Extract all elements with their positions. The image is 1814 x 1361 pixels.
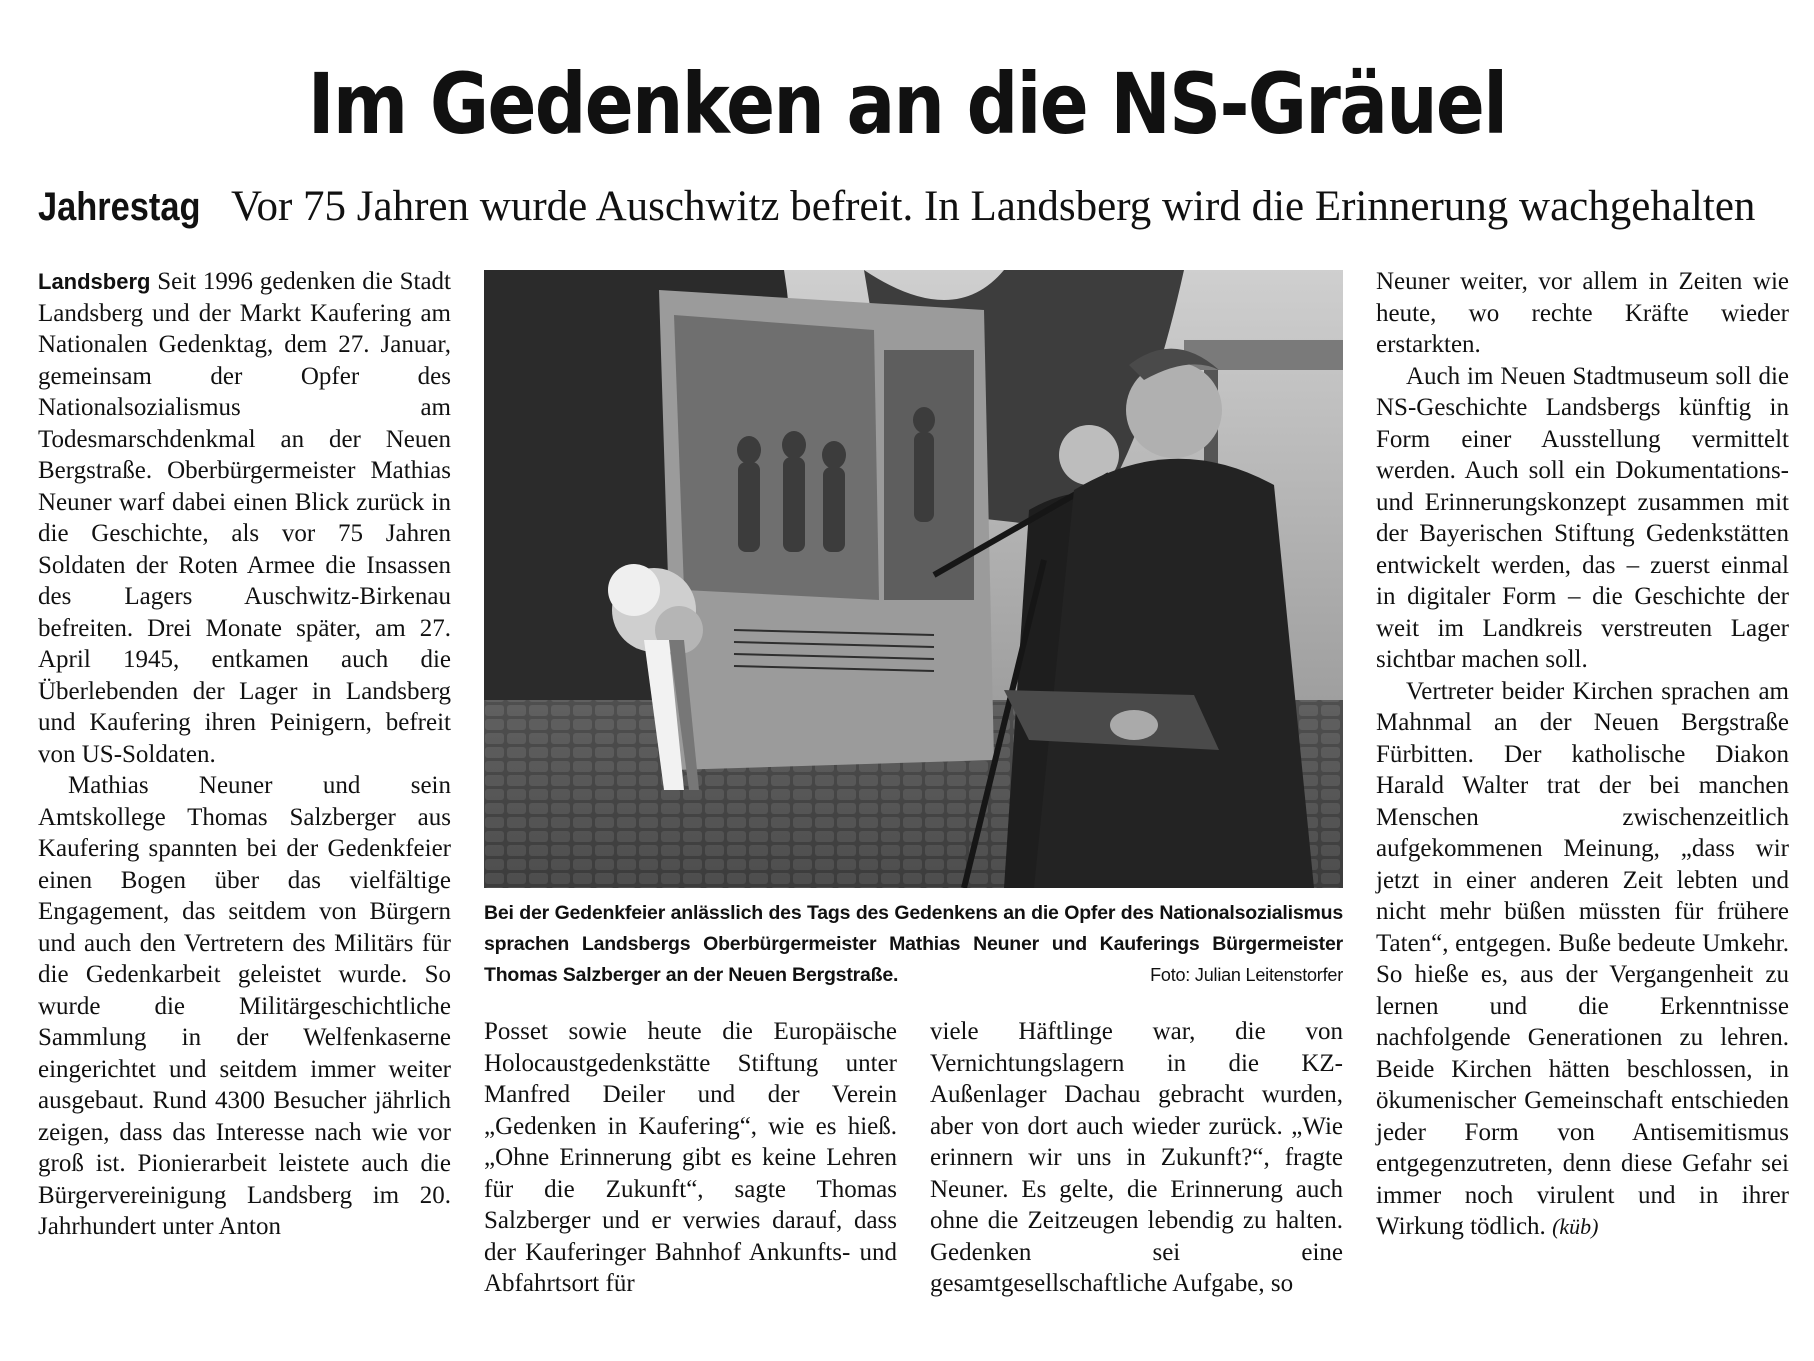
- photo-illustration: [484, 270, 1343, 888]
- column-4: [1376, 266, 1789, 1243]
- photo-credit: Foto: Julian Leitenstorfer: [1150, 965, 1343, 985]
- paragraph: [38, 266, 451, 770]
- subheadline: Vor 75 Jahren wurde Auschwitz befreit. In Landsberg wird die Erinnerung wachgehalten: [230, 183, 1756, 230]
- caption-text: Bei der Gedenkfeier anlässlich des Tags des Gedenkens an die Opfer des Nationalsozialismus sprachen Landsbergs Oberbürgermeister Mathias Neuner und Kauferings Bürgermeister Thomas Salzberger an der Neuen Bergstraße.: [484, 902, 1343, 986]
- column-3: [930, 1016, 1343, 1300]
- photo-caption: [484, 898, 1343, 991]
- memorial-stone: [659, 290, 994, 770]
- subheadline-row: [38, 185, 1798, 228]
- headline: Im Gedenken an die NS-Gräuel: [307, 55, 1507, 153]
- paragraph: Neuner weiter, vor allem in Zeiten wie heute, wo rechte Kräfte wieder erstarkten.: [1376, 268, 1789, 358]
- paragraph-text: Vertreter beider Kirchen sprachen am Mahnmal an der Neuen Bergstraße Fürbitten. Der katholische Diakon Harald Walter trat der bei manchen Menschen zwischenzeitlich aufgekommenen Meinung, „dass wir jetzt in einer anderen Zeit lebten und nicht mehr büßen müssten für frühere Taten“, entgegen. Buße bedeute Umkehr. So hieße es, aus der Vergangenheit zu lernen und die Erkenntnisse nachfolgende Generationen zu lehren. Beide Kirchen hätten beschlossen, in ökumenischer Gemeinschaft entschieden jeder Form von Antisemitismus entgegenzutreten, denn diese Gefahr sei immer noch virulent und in ihrer Wirkung tödlich.: [1376, 677, 1789, 1240]
- article-photo: [484, 270, 1343, 888]
- paragraph: viele Häftlinge war, die von Vernichtungslagern in die KZ-Außenlager Dachau gebracht wurden, aber von dort auch wieder zurück. „Wie erinnern wir uns in Zukunft?“, fragte Neuner. Es gelte, die Erinnerung auch ohne die Zeitzeugen lebendig zu halten. Gedenken sei eine gesamtgesellschaftliche Aufgabe, so: [930, 1018, 1343, 1297]
- kicker: Jahrestag: [38, 185, 201, 229]
- paragraph: Posset sowie heute die Europäische Holocaustgedenkstätte Stiftung unter Manfred Deiler und der Verein „Gedenken in Kaufering“, wie es hieß. „Ohne Erinnerung gibt es keine Lehren für die Zukunft“, sagte Thomas Salzberger und er verwies darauf, dass der Kauferinger Bahnhof Ankunfts- und Abfahrtsort für: [484, 1018, 897, 1297]
- author-signature: (küb): [1552, 1214, 1599, 1239]
- column-1: [38, 266, 451, 1243]
- column-2: [484, 1016, 897, 1300]
- dateline: Landsberg: [38, 269, 151, 294]
- paragraph: [1376, 676, 1789, 1243]
- paragraph-text: Seit 1996 gedenken die Stadt Landsberg und der Markt Kaufering am Nationalen Gedenktag, dem 27. Januar, gemeinsam der Opfer des Nationalsozialismus am Todesmarschdenkmal an der Neuen Bergstraße. Oberbürgermeister Mathias Neuner warf dabei einen Blick zurück in die Geschichte, als vor 75 Jahren Soldaten der Roten Armee die Insassen des Lagers Auschwitz-Birkenau befreiten. Drei Monate später, am 27. April 1945, entkamen auch die Überlebenden der Lager in Landsberg und Kaufering ihren Peinigern, befreit von US-Soldaten.: [38, 268, 451, 768]
- paragraph: Mathias Neuner und sein Amtskollege Thomas Salzberger aus Kaufering spannten bei der Gedenkfeier einen Bogen über das vielfältige Engagement, das seitdem von Bürgern und auch den Vertretern des Militärs für die Gedenkarbeit geleistet wurde. So wurde die Militärgeschichtliche Sammlung in der Welfenkaserne eingerichtet und seitdem immer weiter ausgebaut. Rund 4300 Besucher jährlich zeigen, dass das Interesse nach wie vor groß ist. Pionierarbeit leistete auch die Bürgervereinigung Landsberg im 20. Jahrhundert unter Anton: [38, 772, 451, 1240]
- paragraph: Auch im Neuen Stadtmuseum soll die NS-Geschichte Landsbergs künftig in Form einer Ausstellung vermittelt werden. Auch soll ein Dokumentations- und Erinnerungskonzept zusammen mit der Bayerischen Stiftung Gedenkstätten entwickelt werden, das – zuerst einmal in digitaler Form – die Geschichte der weit im Landkreis verstreuten Lager sichtbar machen soll.: [1376, 362, 1789, 673]
